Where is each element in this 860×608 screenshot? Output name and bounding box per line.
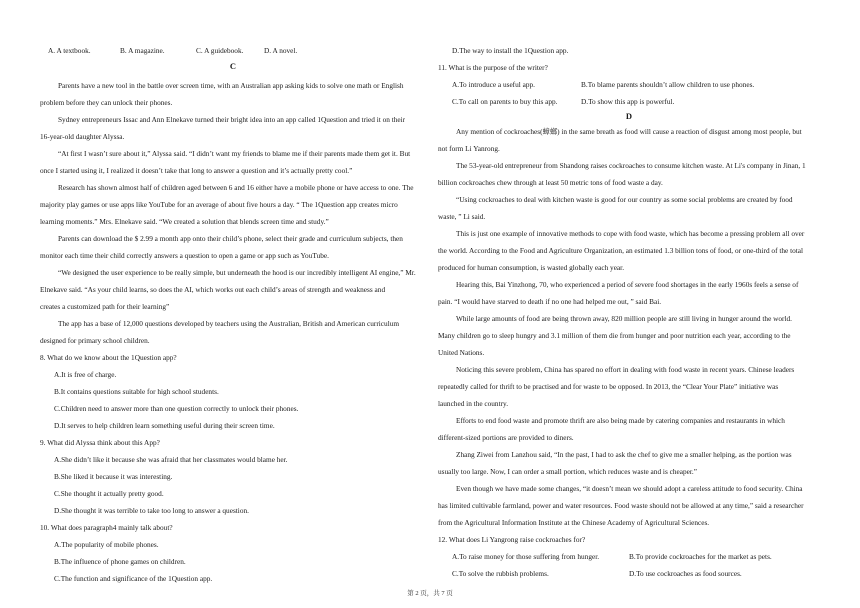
passage-line: “We designed the user experience to be really simple, but underneath the hood is our incredibly intelligent AI engine,” Mr. bbox=[58, 268, 416, 277]
section-heading-d: D bbox=[625, 111, 633, 121]
option-c[interactable]: C. A guidebook. bbox=[196, 46, 244, 55]
passage-line: Research has shown almost half of children aged between 6 and 16 either have a mobile phone or have access to one. The bbox=[58, 183, 414, 192]
passage-line: 16-year-old daughter Alyssa. bbox=[40, 132, 125, 141]
q10-option-a[interactable]: A.The popularity of mobile phones. bbox=[54, 540, 159, 549]
q10-option-b[interactable]: B.The influence of phone games on children. bbox=[54, 557, 186, 566]
passage-line: Parents can download the $ 2.99 a month app onto their child’s phone, select their grade and curriculum subjects, then bbox=[58, 234, 403, 243]
passage-line: majority play games or use apps like YouTube for an average of about five hours a day. “ The 1Question app creates micro bbox=[40, 200, 398, 209]
passage-line: The 53-year-old entrepreneur from Shandong raises cockroaches to consume kitchen waste. At Li's company in Jinan, 1 bbox=[456, 161, 806, 170]
q10-option-d[interactable]: D.The way to install the 1Question app. bbox=[452, 46, 569, 55]
passage-line: While large amounts of food are being thrown away, 820 million people are still living in hunger around the world. bbox=[456, 314, 792, 323]
passage-line: Parents have a new tool in the battle over screen time, with an Australian app asking kids to solve one math or English bbox=[58, 81, 404, 90]
passage-line: waste, ” Li said. bbox=[438, 212, 486, 221]
option-d[interactable]: D. A novel. bbox=[264, 46, 298, 55]
passage-line: Any mention of cockroaches(蟑螂) in the same breath as food will cause a reaction of disgust among most people, but bbox=[456, 127, 802, 136]
passage-line: creates a customized path for their learning” bbox=[40, 302, 170, 311]
passage-line: Hearing this, Bai Yinzhong, 70, who experienced a period of severe food shortages in the early 1960s feels a sense of bbox=[456, 280, 799, 289]
q8-option-d[interactable]: D.It serves to help children learn something useful during their screen time. bbox=[54, 421, 275, 430]
q8-option-c[interactable]: C.Children need to answer more than one question correctly to unlock their phones. bbox=[54, 404, 299, 413]
passage-line: from the Agricultural Information Institute at the Chinese Academy of Agricultural Sciences. bbox=[438, 518, 710, 527]
question-9: 9. What did Alyssa think about this App? bbox=[40, 438, 160, 447]
q11-option-c[interactable]: C.To call on parents to buy this app. bbox=[452, 97, 558, 106]
passage-line: launched in the country. bbox=[438, 399, 509, 408]
option-a[interactable]: A. A textbook. bbox=[48, 46, 91, 55]
passage-line: problem before they can unlock their phones. bbox=[40, 98, 173, 107]
question-10: 10. What does paragraph4 mainly talk about? bbox=[40, 523, 173, 532]
q8-option-b[interactable]: B.It contains questions suitable for high school students. bbox=[54, 387, 219, 396]
passage-line: has limited cultivable farmland, power and water resources. Food waste should not be allowed at any time,” said a researcher bbox=[438, 501, 804, 510]
passage-line: designed for primary school children. bbox=[40, 336, 150, 345]
question-8: 8. What do we know about the 1Question app? bbox=[40, 353, 177, 362]
passage-line: Even though we have made some changes, “it doesn’t mean we should adopt a careless attitude to food security. China bbox=[456, 484, 803, 493]
passage-line: repeatedly called for thrift to be practised and for waste to be opposed. In 2013, the “Clear Your Plate” initiative was bbox=[438, 382, 779, 391]
q9-option-d[interactable]: D.She thought it was terrible to take too long to answer a question. bbox=[54, 506, 249, 515]
passage-line: once I started using it, I realized it doesn’t take that long to answer a question and it’s actually pretty cool.” bbox=[40, 166, 353, 175]
passage-line: the world. According to the Food and Agriculture Organization, an estimated 1.3 billion tons of food, or one-third of the total bbox=[438, 246, 804, 255]
passage-line: Efforts to end food waste and promote thrift are also being made by catering companies and restaurants in which bbox=[456, 416, 785, 425]
passage-line: different-sized portions are provided to diners. bbox=[438, 433, 574, 442]
section-heading-c: C bbox=[229, 61, 237, 71]
passage-line: usually too large. Now, I can order a small portion, which reduces waste and is cheaper.” bbox=[438, 467, 697, 476]
passage-line: not form Li Yanrong. bbox=[438, 144, 500, 153]
q9-option-a[interactable]: A.She didn’t like it because she was afraid that her classmates would blame her. bbox=[54, 455, 288, 464]
previous-question-options bbox=[48, 47, 297, 54]
passage-line: Elnekave said. “As your child learns, so does the AI, which works out each child’s areas of strength and weakness and bbox=[40, 285, 386, 294]
q10-option-c[interactable]: C.The function and significance of the 1Question app. bbox=[54, 574, 213, 583]
passage-line: Zhang Ziwei from Lanzhou said, “In the past, I had to ask the chef to give me a smaller helping, as the portion was bbox=[456, 450, 792, 459]
passage-line: The app has a base of 12,000 questions developed by teachers using the Australian, British and American curriculum bbox=[58, 319, 400, 328]
q12-option-b[interactable]: B.To provide cockroaches for the market as pets. bbox=[629, 552, 772, 561]
passage-line: This is just one example of innovative methods to cope with food waste, which has become a pressing problem all over bbox=[456, 229, 805, 238]
q12-option-c[interactable]: C.To solve the rubbish problems. bbox=[452, 569, 549, 578]
question-12: 12. What does Li Yangrong raise cockroaches for? bbox=[438, 535, 586, 544]
passage-line: “Using cockroaches to deal with kitchen waste is good for our country as some social problems are created by food bbox=[456, 195, 793, 204]
question-11: 11. What is the purpose of the writer? bbox=[438, 63, 548, 72]
q11-option-b[interactable]: B.To blame parents shouldn’t allow children to use phones. bbox=[581, 80, 755, 89]
passage-line: “At first I wasn’t sure about it,” Alyssa said. “I didn’t want my friends to blame me if their parents made them get it. But bbox=[58, 149, 411, 158]
q12-option-d[interactable]: D.To use cockroaches as food sources. bbox=[629, 569, 742, 578]
q9-option-c[interactable]: C.She thought it actually pretty good. bbox=[54, 489, 164, 498]
passage-line: Sydney entrepreneurs Issac and Ann Elnekave turned their bright idea into an app called 1Question and tried it on their bbox=[58, 115, 406, 124]
option-b[interactable]: B. A magazine. bbox=[120, 46, 165, 55]
passage-line: Many children go to sleep hungry and 3.1 million of them die from hunger and poor nutrition each year, according to the bbox=[438, 331, 791, 340]
passage-line: billion cockroaches chew through at least 50 metric tons of food waste a day. bbox=[438, 178, 663, 187]
q8-option-a[interactable]: A.It is free of charge. bbox=[54, 370, 117, 379]
passage-line: produced for human consumption, is wasted globally each year. bbox=[438, 263, 625, 272]
q11-option-d[interactable]: D.To show this app is powerful. bbox=[581, 97, 675, 106]
passage-line: learning moments.” Mrs. Elnekave said. “We created a solution that blends screen time and study.” bbox=[40, 217, 329, 226]
q9-option-b[interactable]: B.She liked it because it was interesting. bbox=[54, 472, 173, 481]
q12-option-a[interactable]: A.To raise money for those suffering from hunger. bbox=[452, 552, 600, 561]
q11-option-a[interactable]: A.To introduce a useful app. bbox=[452, 80, 535, 89]
passage-line: Noticing this severe problem, China has spared no effort in dealing with food waste in recent years. Chinese leaders bbox=[456, 365, 795, 374]
passage-line: monitor each time their child correctly answers a question to open a game or app such as YouTube. bbox=[40, 251, 329, 260]
page-number: 第 2 页，共 7 页 bbox=[407, 590, 453, 597]
passage-line: pain. “I would have starved to death if no one had helped me out, ” said Bai. bbox=[438, 297, 662, 306]
passage-line: United Nations. bbox=[438, 348, 485, 357]
